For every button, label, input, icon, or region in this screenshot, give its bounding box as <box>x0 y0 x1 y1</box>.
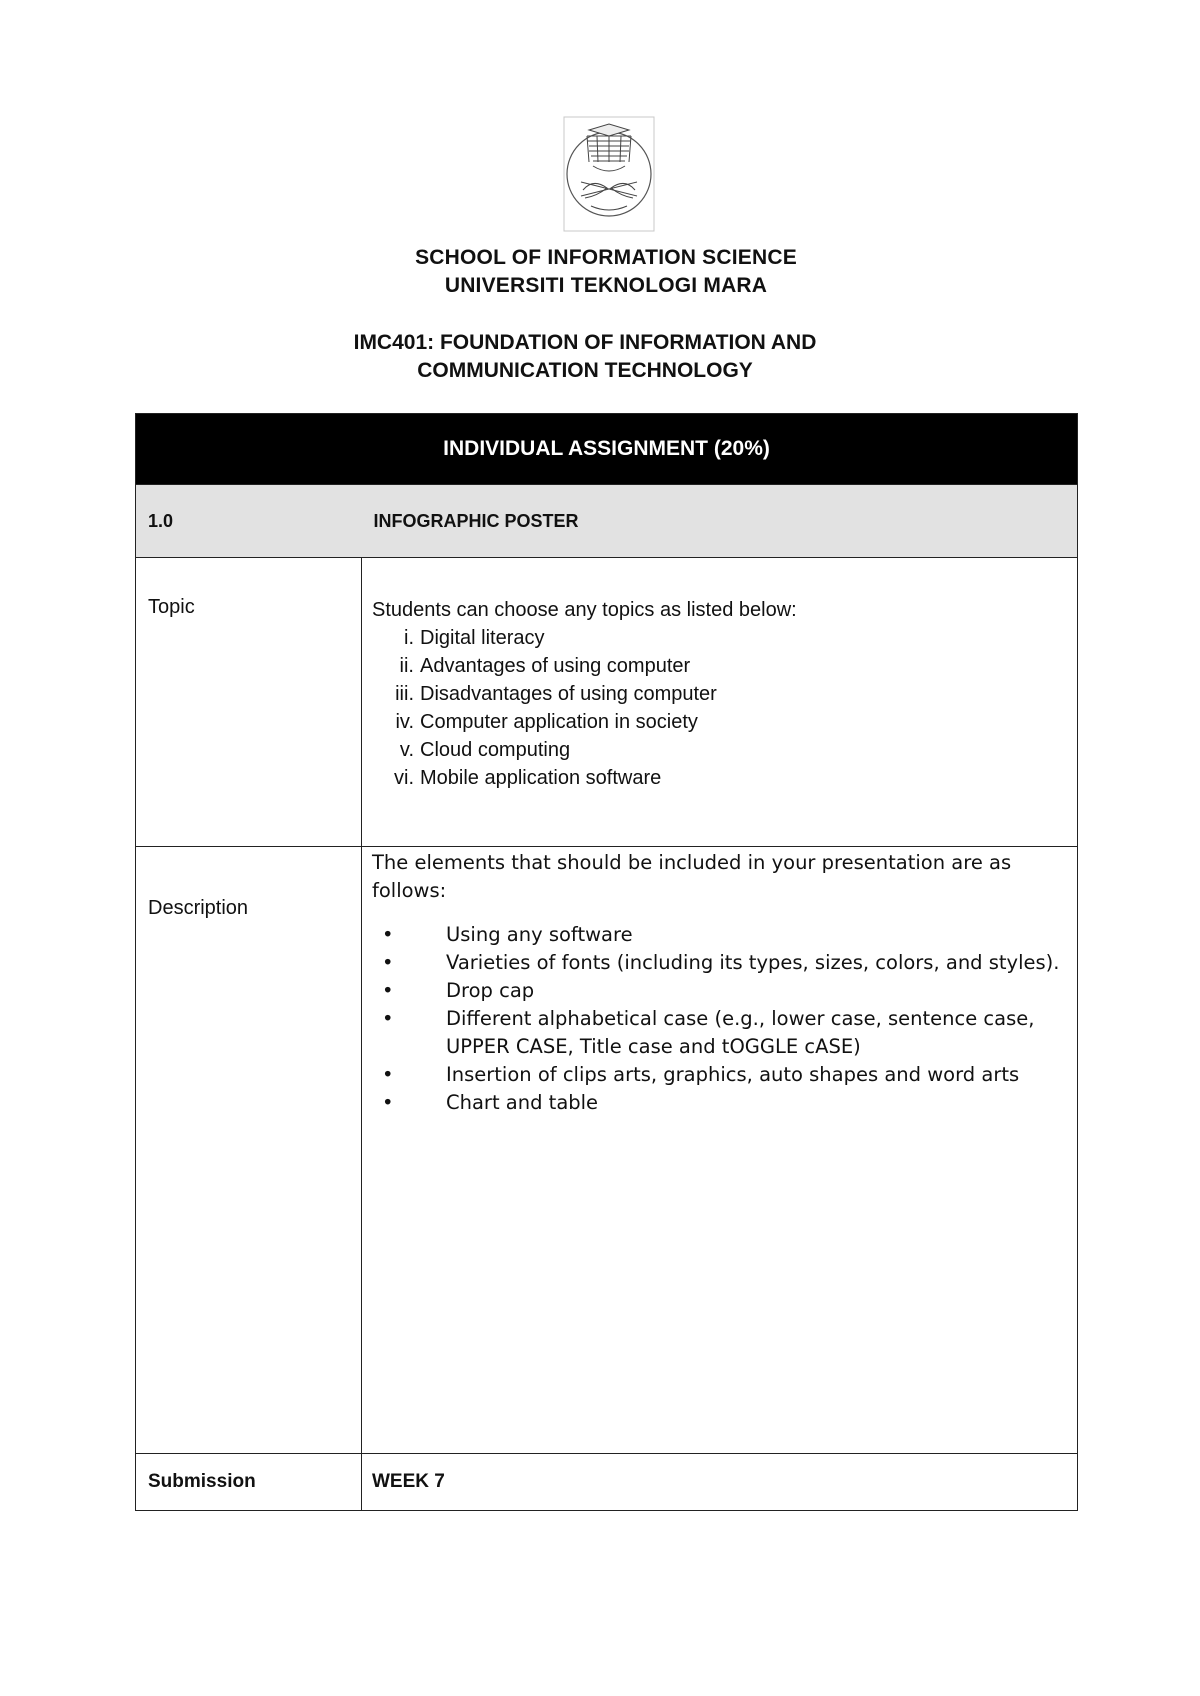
list-item <box>372 1061 1067 1089</box>
elements-list <box>372 921 1067 1117</box>
section-row <box>136 485 1078 558</box>
list-item <box>372 652 1067 680</box>
list-item <box>372 764 1067 792</box>
bullet-icon: • <box>382 923 394 946</box>
course-title-line1: IMC401: FOUNDATION OF INFORMATION AND <box>353 331 817 354</box>
list-item <box>372 624 1067 652</box>
list-item-text: Different alphabetical case (e.g., lower case, sentence case, UPPER CASE, Title case and tOGGLE cASE) <box>446 1007 1035 1058</box>
topic-label: Topic <box>136 558 362 847</box>
list-item <box>372 708 1067 736</box>
list-item <box>372 1089 1067 1117</box>
bullet-icon: • <box>382 951 394 974</box>
topic-list <box>372 624 1067 792</box>
description-row <box>136 847 1078 1454</box>
topic-row <box>136 558 1078 847</box>
bullet-icon: • <box>382 1007 394 1030</box>
description-intro: The elements that should be included in your presentation are as follows: <box>372 851 1012 902</box>
assignment-title-row <box>136 414 1078 485</box>
school-heading <box>0 244 1200 300</box>
list-item-text: Cloud computing <box>420 739 571 761</box>
course-title-line2: COMMUNICATION TECHNOLOGY <box>417 359 753 382</box>
bullet-icon: • <box>382 979 394 1002</box>
list-item-text: Varieties of fonts (including its types, sizes, colors, and styles). <box>446 951 1060 974</box>
assignment-table <box>135 413 1078 1511</box>
list-item <box>372 680 1067 708</box>
list-item-text: Advantages of using computer <box>420 655 691 677</box>
submission-label: Submission <box>136 1454 362 1511</box>
section-name: INFOGRAPHIC POSTER <box>362 485 1078 558</box>
university-name: UNIVERSITI TEKNOLOGI MARA <box>444 274 768 297</box>
section-number: 1.0 <box>136 485 362 558</box>
list-item <box>372 921 1067 949</box>
list-item-text: Drop cap <box>446 979 535 1002</box>
list-item-text: Digital literacy <box>420 627 545 649</box>
course-heading <box>0 329 1170 385</box>
list-item-text: Disadvantages of using computer <box>420 683 717 705</box>
bullet-icon: • <box>382 1091 394 1114</box>
assignment-title: INDIVIDUAL ASSIGNMENT (20%) <box>136 414 1078 485</box>
list-item-number: v. <box>399 739 414 761</box>
list-item-text: Chart and table <box>446 1091 599 1114</box>
list-item-text: Using any software <box>446 923 633 946</box>
school-name: SCHOOL OF INFORMATION SCIENCE <box>415 246 797 269</box>
submission-value: WEEK 7 <box>362 1454 1078 1511</box>
list-item-number: iii. <box>395 683 414 705</box>
list-item-text: Insertion of clips arts, graphics, auto shapes and word arts <box>446 1063 1020 1086</box>
list-item-number: i. <box>404 627 414 649</box>
university-crest-icon <box>563 116 655 232</box>
bullet-icon: • <box>382 1063 394 1086</box>
topic-cell <box>362 558 1078 847</box>
list-item-text: Mobile application software <box>420 767 662 789</box>
list-item <box>372 736 1067 764</box>
list-item-number: iv. <box>395 711 414 733</box>
description-cell <box>362 847 1078 1454</box>
description-label: Description <box>136 847 362 1454</box>
list-item <box>372 977 1067 1005</box>
university-logo <box>563 116 655 232</box>
list-item-text: Computer application in society <box>420 711 698 733</box>
list-item-number: ii. <box>399 655 414 677</box>
list-item <box>372 1005 1067 1061</box>
topic-intro: Students can choose any topics as listed below: <box>372 599 797 621</box>
list-item <box>372 949 1067 977</box>
list-item-number: vi. <box>394 767 414 789</box>
submission-row <box>136 1454 1078 1511</box>
